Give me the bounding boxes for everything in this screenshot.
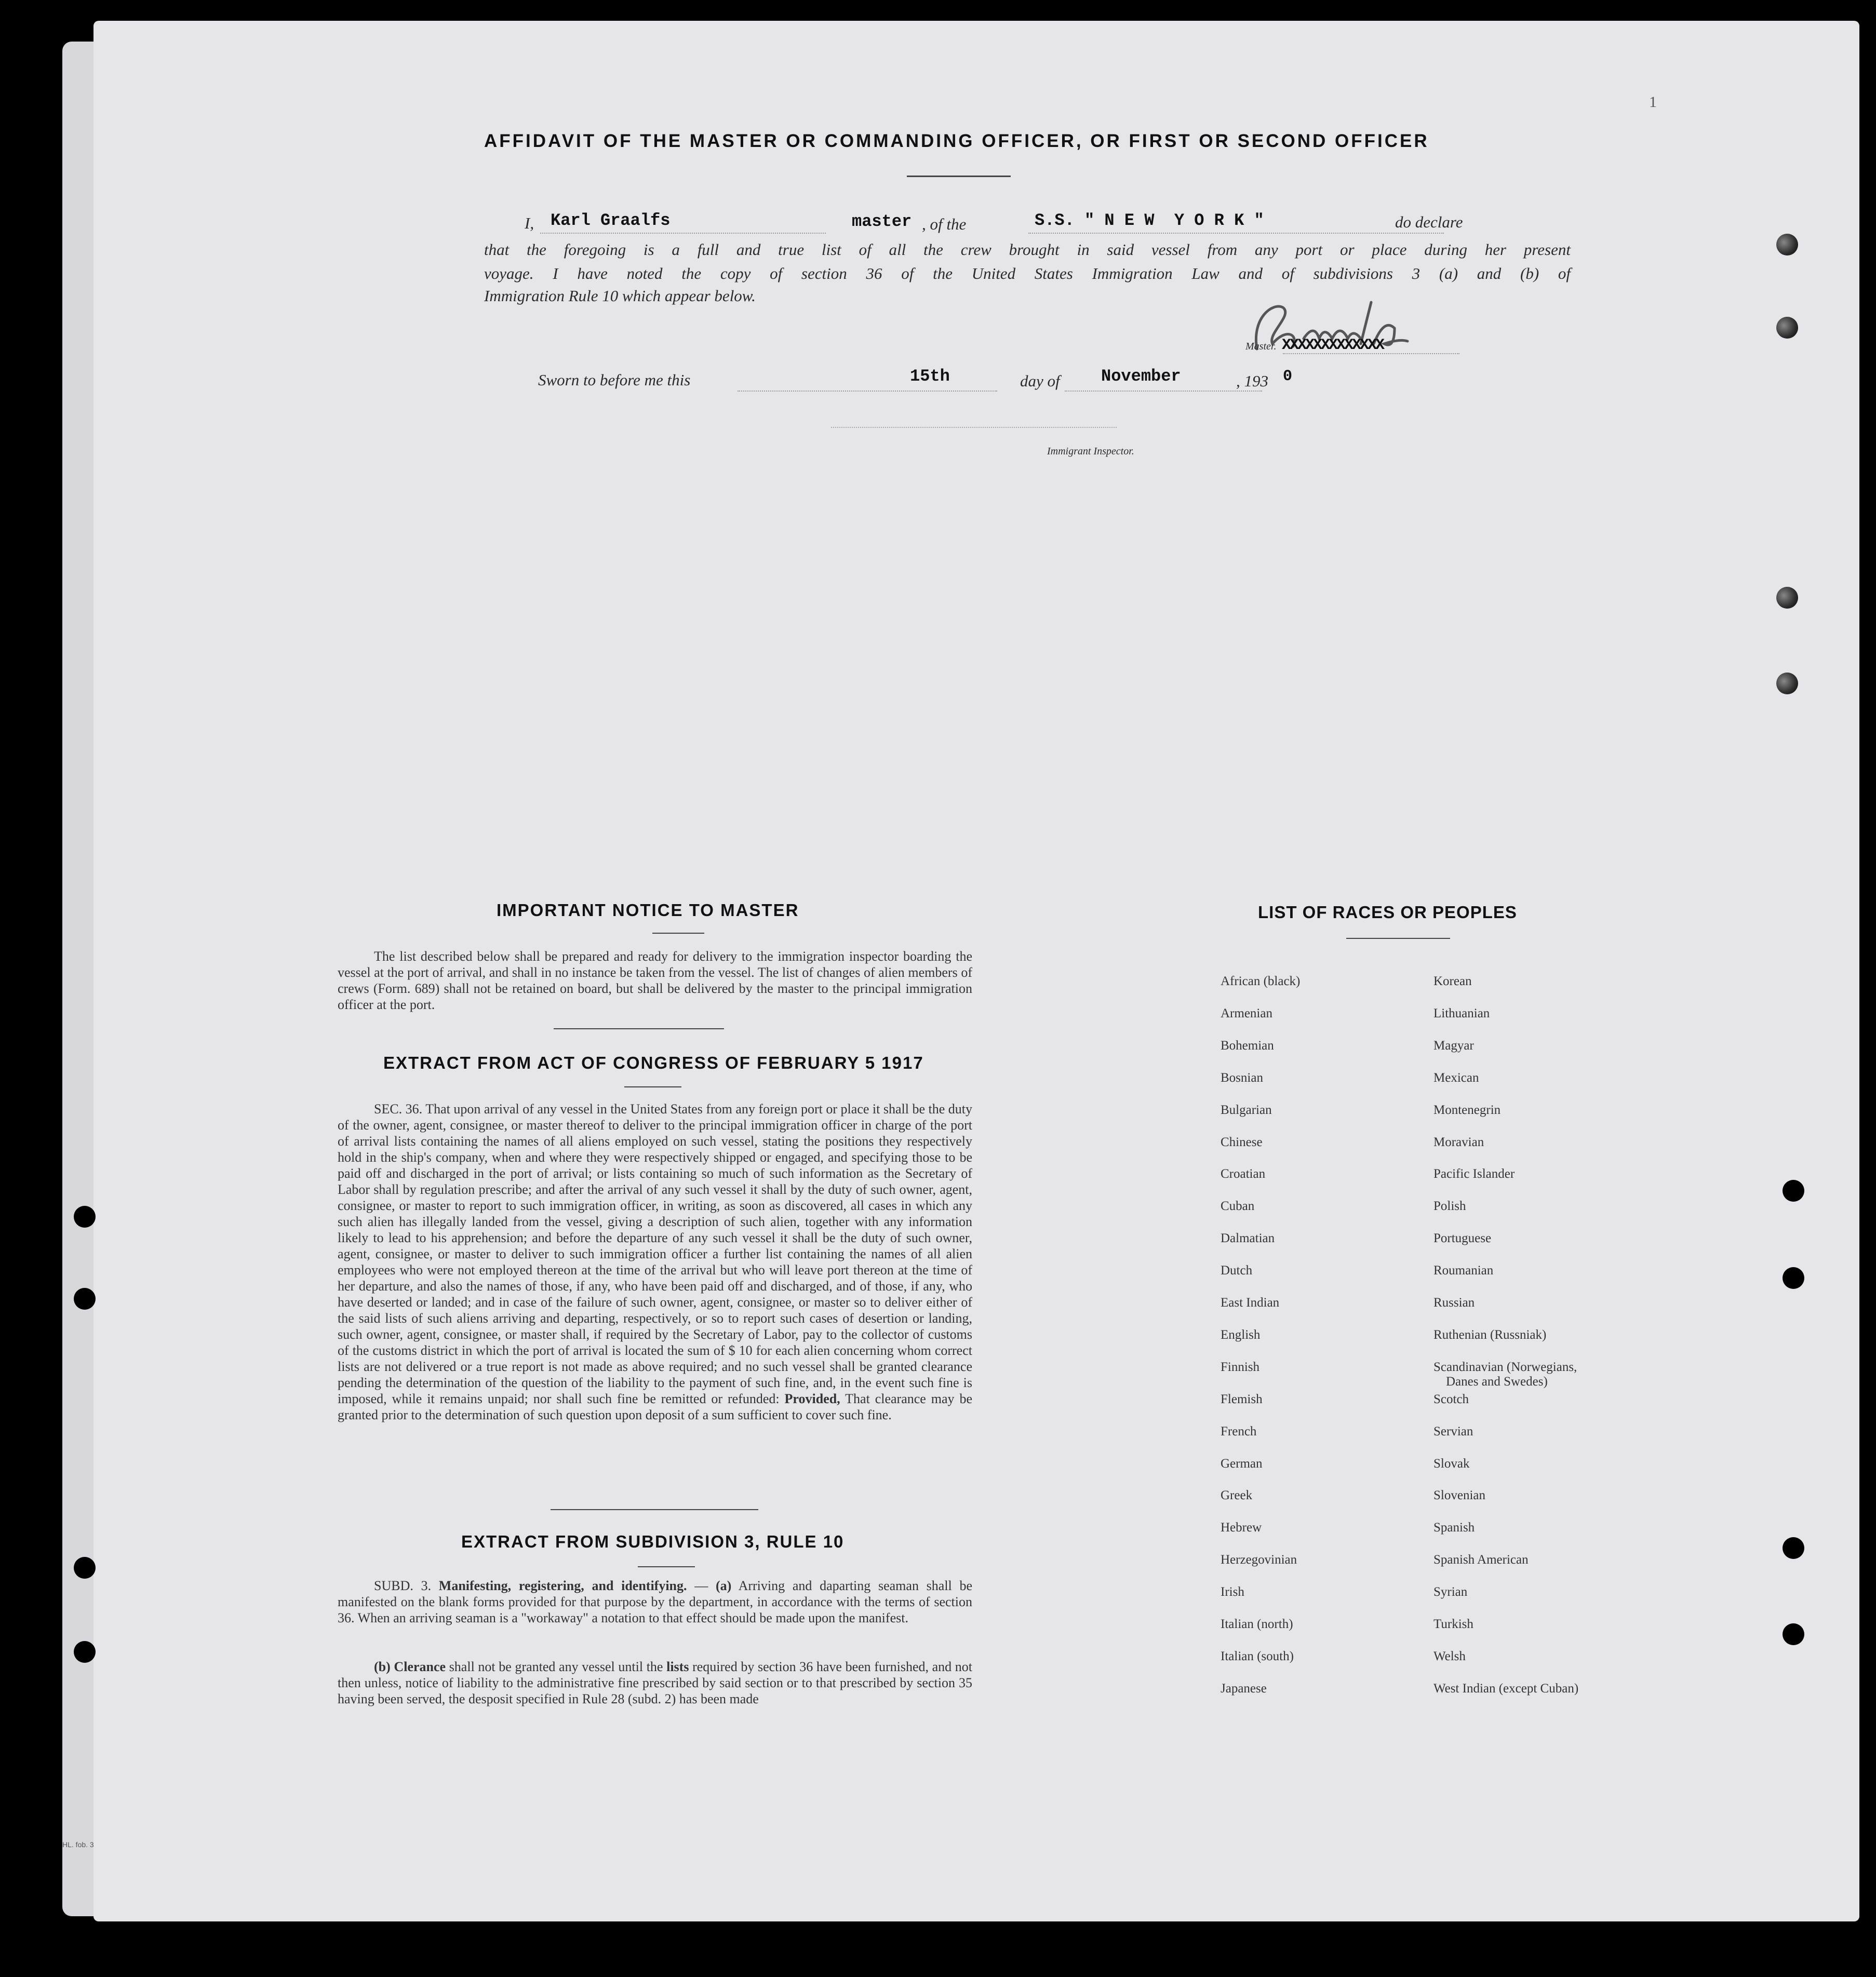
name-underline (540, 233, 826, 234)
punch-hole (1783, 1180, 1804, 1202)
race-item: Finnish (1221, 1360, 1260, 1374)
do-declare-text: do declare (1395, 213, 1463, 231)
race-item: Spanish American (1433, 1553, 1529, 1567)
race-item: Mexican (1433, 1070, 1479, 1085)
race-item: Magyar (1433, 1038, 1474, 1053)
of-the-text: , of the (922, 215, 967, 233)
act-end-rule (551, 1509, 758, 1510)
race-item: Turkish (1433, 1617, 1473, 1631)
races-title: LIST OF RACES OR PEOPLES (1258, 903, 1517, 922)
race-item: Pacific Islander (1433, 1167, 1515, 1181)
race-item: Scotch (1433, 1392, 1469, 1406)
sworn-day: 15th (910, 367, 950, 386)
vessel-underline (1028, 233, 1444, 234)
stamp-mark: HL. fob. 3 (62, 1840, 94, 1849)
race-item: Bohemian (1221, 1038, 1274, 1053)
punch-hole (74, 1288, 96, 1310)
affidavit-i: I, (525, 214, 534, 232)
race-item: Slovenian (1433, 1488, 1485, 1503)
notice-end-rule (554, 1028, 724, 1029)
race-item-extra: Danes and Swedes) (1446, 1374, 1548, 1389)
punch-hole (74, 1557, 96, 1579)
subd-b-label: (b) (374, 1659, 391, 1674)
sworn-month-line (1065, 391, 1262, 392)
punch-hole (74, 1641, 96, 1663)
punch-hole (1776, 317, 1798, 339)
sworn-day-line (738, 391, 997, 392)
rule-title-rule (638, 1566, 695, 1567)
race-item: West Indian (except Cuban) (1433, 1681, 1579, 1696)
master-signature-line (1283, 353, 1459, 354)
race-item: Japanese (1221, 1681, 1267, 1696)
act-provided: Provided, (784, 1391, 840, 1406)
race-item: Herzegovinian (1221, 1553, 1297, 1567)
race-item: East Indian (1221, 1296, 1280, 1310)
inspector-signature-line (831, 427, 1117, 428)
year-prefix: , 193 (1236, 372, 1268, 390)
vessel-name: S.S. " N E W Y O R K " (1035, 211, 1264, 230)
race-item: Bulgarian (1221, 1102, 1272, 1117)
subd-heading: Manifesting, registering, and identifying. (438, 1578, 687, 1593)
act-body-text: SEC. 36. That upon arrival of any vessel in the United States from any foreign port or place it shall be the duty of the owner, agent, consignee, or master thereof to deliver to the principal immigration officer in charge of the port of arrival lists containing the names of all aliens employed on such vessel, stating the positions they respectively hold in the ship's company, when and where they were respectively shipped or engaged, and specifying those to be paid off and discharged in the port of arrival; or lists containing so much of such information as the Secretary of Labor shall by regulation prescribe; and after the arrival of any such vessel it shall by the duty of such owner, agent, consignee, or master to report to such immigration officer, in writing, as soon as discovered, all cases in which any such alien has illegally landed from the vessel, giving a description of such alien, together with any information likely to lead to his apprehension; and before the departure of any such vessel it shall be the duty of such owner, agent, consignee, or master to deliver to such immigration officer a further list containing the names of all alien employees who were not employed thereon at the time of the arrival but who will leave port thereon at the time of her departure, and also the names of those, if any, who have been paid off and discharged, and of those, if any, who have deserted or landed; and in case of the failure of such owner, agent, consignee, or master so to deliver either of the said lists of such aliens arriving and departing, respectively, or so to report such cases of desertion or landing, such owner, agent, consignee, or master shall, if required by the Secretary of Labor, pay to the collector of customs of the customs district in which the port of arrival is located the sum of $ 10 for each alien concerning whom correct lists are not delivered or a true report is not made as above required; and no such vessel shall be granted clearance pending the determination of the question of the liability to the payment of such fine, and, in the event such fine is imposed, while it remains unpaid; nor shall such fine be remitted or refunded: (338, 1101, 972, 1406)
affidavit-line-2: that the foregoing is a full and true list of all the crew brought in said vessel from any port or place during her present (484, 240, 1571, 259)
notice-title-rule (652, 933, 704, 934)
race-item: Spanish (1433, 1521, 1475, 1535)
race-item: Welsh (1433, 1649, 1466, 1663)
race-item: Slovak (1433, 1456, 1470, 1471)
rule-subd-b (338, 1659, 972, 1707)
rule-title: EXTRACT FROM SUBDIVISION 3, RULE 10 (461, 1532, 845, 1551)
act-body (338, 1101, 972, 1423)
subd-a-body: Arriving and daparting seaman shall be manifested on the blank forms provided for that purpose by the department, in accordance with the terms of section 36. When an arriving seaman is a "workaway" a notation to that effect should be made upon the manifest. (338, 1578, 973, 1625)
race-item: Chinese (1221, 1135, 1263, 1149)
punch-hole (1776, 234, 1798, 255)
page-mark: 1 (1649, 93, 1657, 111)
master-label: Master. (1245, 341, 1277, 352)
race-item: Irish (1221, 1585, 1244, 1599)
subd-dash: — (687, 1578, 716, 1593)
act-body-end: That clearance may be granted prior to the determination of such question upon deposit of a sum sufficient to cover such fine. (338, 1391, 973, 1422)
race-item: Lithuanian (1433, 1006, 1490, 1020)
race-item: Dalmatian (1221, 1231, 1275, 1246)
race-item: Servian (1433, 1424, 1473, 1438)
race-item: French (1221, 1424, 1257, 1438)
race-item: Syrian (1433, 1585, 1468, 1599)
race-item: Greek (1221, 1488, 1253, 1503)
punch-hole (1783, 1537, 1804, 1559)
punch-hole (1776, 673, 1798, 694)
race-item: Hebrew (1221, 1521, 1262, 1535)
race-item: Dutch (1221, 1263, 1253, 1278)
master-rank: master (852, 212, 912, 231)
day-of-text: day of (1020, 372, 1060, 390)
notice-title: IMPORTANT NOTICE TO MASTER (497, 900, 799, 920)
subd-b-clearance: Clerance (394, 1659, 446, 1674)
race-item: Russian (1433, 1296, 1475, 1310)
race-item: Ruthenian (Russniak) (1433, 1327, 1547, 1342)
race-item: Montenegrin (1433, 1102, 1501, 1117)
race-item: Flemish (1221, 1392, 1263, 1406)
sworn-month: November (1101, 367, 1181, 386)
race-item: Roumanian (1433, 1263, 1494, 1278)
race-item: Polish (1433, 1199, 1466, 1214)
punch-hole (1783, 1267, 1804, 1289)
race-item: Portuguese (1433, 1231, 1492, 1246)
race-item: English (1221, 1327, 1261, 1342)
year-digit: 0 (1283, 368, 1293, 385)
subd-prefix: SUBD. 3. (374, 1578, 432, 1593)
notice-body: The list described below shall be prepared and ready for delivery to the immigration inspector boarding the vessel at the port of arrival, and shall in no instance be taken from the vessel. The list of changes of alien members of crews (Form. 689) shall not be retained on board, but shall be delivered by the master to the principal immigration officer at the port. (338, 949, 972, 1012)
act-title-rule (624, 1086, 681, 1087)
struck-title: XXXXXXXXXXXXX (1282, 337, 1384, 354)
master-name: Karl Graalfs (551, 211, 671, 230)
affidavit-title-rule (907, 176, 1011, 177)
race-item: Korean (1433, 974, 1472, 988)
punch-hole (74, 1206, 96, 1228)
punch-hole (1776, 587, 1798, 609)
document-page (62, 21, 1859, 1921)
race-item: Cuban (1221, 1199, 1255, 1214)
race-item: Bosnian (1221, 1070, 1263, 1085)
races-title-rule (1346, 938, 1450, 939)
race-item: German (1221, 1456, 1263, 1471)
subd-a-label: (a) (715, 1578, 732, 1593)
race-item: Croatian (1221, 1167, 1266, 1181)
affidavit-line-4: Immigration Rule 10 which appear below. (484, 287, 756, 305)
race-item: African (black) (1221, 974, 1301, 988)
race-item: Italian (south) (1221, 1649, 1294, 1663)
race-item: Armenian (1221, 1006, 1272, 1020)
act-title: EXTRACT FROM ACT OF CONGRESS OF FEBRUARY 5 1917 (383, 1053, 924, 1072)
subd-b-body1: shall not be granted any vessel until the (449, 1659, 663, 1674)
race-item: Moravian (1433, 1135, 1484, 1149)
sworn-text: Sworn to before me this (538, 371, 691, 389)
subd-b-lists: lists (666, 1659, 689, 1674)
rule-subd-a (338, 1578, 972, 1626)
race-item: Italian (north) (1221, 1617, 1293, 1631)
race-item: Scandinavian (Norwegians, (1433, 1360, 1577, 1374)
inspector-label: Immigrant Inspector. (1047, 446, 1134, 457)
subd-b-body2: required by section 36 have been furnished, and not then unless, notice of liability to the administrative fine prescribed by said section or to that prescribed by section 35 having been served, the desposit specified in Rule 28 (subd. 2) has been made (338, 1659, 973, 1706)
affidavit-title: AFFIDAVIT OF THE MASTER OR COMMANDING OFFICER, OR FIRST OR SECOND OFFICER (484, 131, 1429, 151)
punch-hole (1783, 1623, 1804, 1645)
affidavit-line-3: voyage. I have noted the copy of section 36 of the United States Immigration Law and of subdivisions 3 (a) and (b) of (484, 264, 1571, 283)
